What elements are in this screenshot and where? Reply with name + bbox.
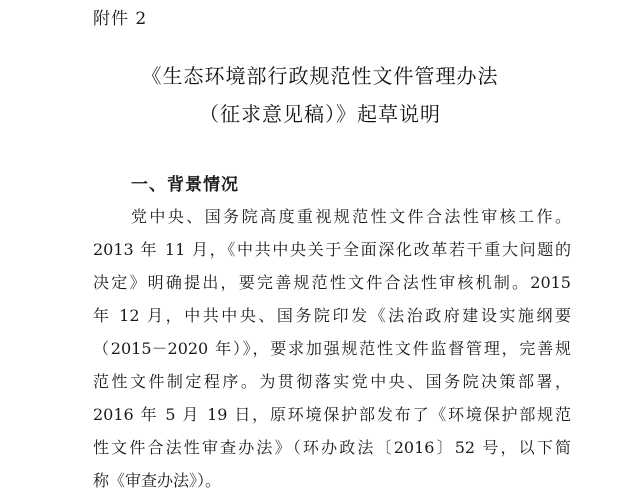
body-text-line: 决定》明确提出，要完善规范性文件合法性审核机制。2015: [93, 273, 571, 292]
body-text-line: 党中央、国务院高度重视规范性文件合法性审核工作。: [131, 207, 571, 226]
body-text-line: 性文件合法性审查办法》（环办政法〔2016〕52 号，以下简: [93, 438, 571, 457]
document-title-line-2: （征求意见稿）》起草说明: [199, 102, 441, 126]
attachment-label: 附件 2: [93, 9, 148, 29]
body-text-line: 称《审查办法》）。: [93, 471, 222, 490]
section-heading-background: 一、背景情况: [131, 175, 239, 195]
body-text-line: 范性文件制定程序。为贯彻落实党中央、国务院决策部署，: [93, 372, 571, 391]
body-text-line: （2015－2020 年）》，要求加强规范性文件监督管理，完善规: [93, 339, 571, 358]
body-text-line: 2016 年 5 月 19 日，原环境保护部发布了《环境保护部规范: [93, 405, 571, 424]
document-title-line-1: 《生态环境部行政规范性文件管理办法: [141, 64, 499, 88]
body-text-line: 年 12 月，中共中央、国务院印发《法治政府建设实施纲要: [93, 306, 571, 325]
body-text-line: 2013 年 11 月，《中共中央关于全面深化改革若干重大问题的: [93, 240, 571, 259]
